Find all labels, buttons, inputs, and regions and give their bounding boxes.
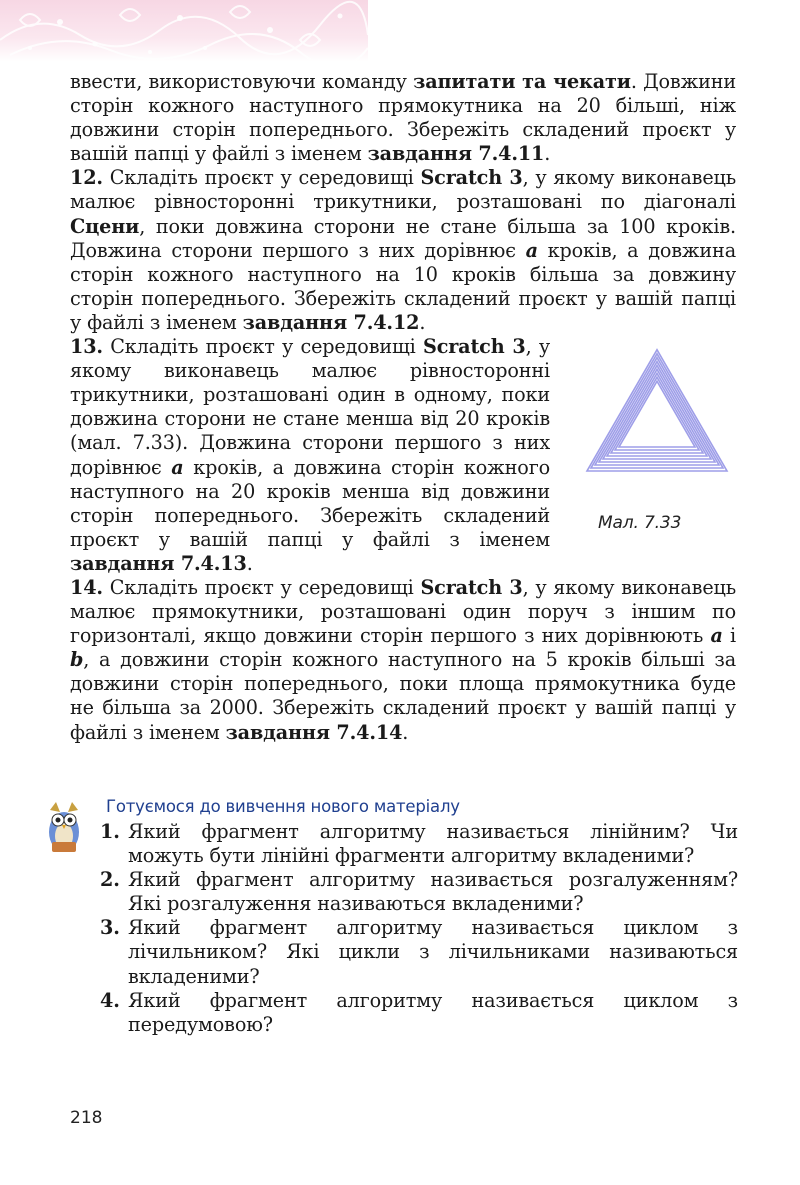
task-number: 14. — [70, 575, 103, 599]
stage-name: Сцени — [70, 214, 140, 238]
question-text: Який фрагмент алгоритму називається лінійним? Чи можуть бути лінійні фрагменти алгоритму вкладеними? — [128, 820, 738, 868]
file-name: завдання 7.4.14 — [225, 720, 403, 744]
command-name: запитати та чекати — [413, 70, 631, 93]
variable: a — [525, 238, 538, 262]
task-14 — [70, 576, 736, 745]
variable: a — [710, 624, 723, 648]
file-name: завдання 7.4.11 — [367, 142, 545, 166]
text: . Довжини сторін кожного наступного прямокутника на 20 більші, ніж довжини сторін попереднього. Збережіть складений проєкт у вашій папці у файлі з іменем — [70, 70, 736, 166]
text: кроків, а довжина сторін кожного наступного на 20 кроків менша від довжини сторін попереднього. Збережіть складений проєкт у вашій папці у файлі з іменем — [70, 455, 550, 551]
question-number: 4. — [100, 988, 120, 1012]
list-item — [100, 820, 738, 868]
figure-7-33 — [564, 339, 742, 551]
text: . — [246, 551, 253, 575]
list-item — [100, 916, 738, 988]
text: кроків, а довжина сторін кожного наступного на 10 кроків більша за довжину сторін попереднього. Збережіть складений проєкт у вашій папці у файлі з іменем — [70, 238, 736, 334]
question-text: Який фрагмент алгоритму називається циклом з лічильником? Які цикли з лічильниками називаються вкладеними? — [128, 916, 738, 988]
paragraph-intro — [70, 70, 736, 166]
text: . — [419, 310, 426, 334]
file-name: завдання 7.4.13 — [70, 551, 247, 575]
text: , у якому виконавець малює рівносторонні трикутники, розташовані по діагоналі — [70, 166, 737, 214]
floral-pattern-icon — [0, 0, 368, 62]
question-text: Який фрагмент алгоритму називається циклом з передумовою? — [128, 988, 738, 1036]
question-number: 3. — [100, 916, 120, 940]
question-number: 1. — [100, 820, 120, 843]
figure-caption: Мал. 7.33 — [598, 513, 682, 534]
variable: b — [70, 648, 84, 672]
text: , а довжини сторін кожного наступного на 5 кроків більші за довжини сторін попереднього, поки площа прямокутника буде не більша за 2000. Збережіть складений проєкт у вашій папці у файлі з іменем — [70, 648, 736, 744]
owl-mascot-icon — [44, 798, 84, 856]
task-12 — [70, 166, 736, 335]
task-number: 13. — [70, 335, 103, 359]
main-text — [70, 70, 736, 745]
file-name: завдання 7.4.12 — [242, 310, 420, 334]
variable: a — [171, 455, 184, 479]
environment-name: Scratch 3 — [422, 335, 526, 359]
question-number: 2. — [100, 868, 120, 892]
text: . — [402, 720, 409, 744]
question-text: Який фрагмент алгоритму називається розгалуженням? Які розгалуження називаються вкладеними? — [128, 868, 738, 916]
triangle-outline — [603, 366, 711, 460]
environment-name: Scratch 3 — [420, 166, 523, 190]
text: , у якому виконавець малює рівносторонні трикутники, розташовані один в одному, поки довжина сторони не стане менша від 20 кроків (мал. 7.33). Довжина сторони першого з них дорівнює — [70, 335, 551, 479]
prep-section-title: Готуємося до вивчення нового матеріалу — [106, 797, 460, 816]
list-item — [100, 868, 738, 916]
text: , у якому виконавець малює прямокутники, розташовані один поруч з іншим по горизонталі, якщо довжини сторін першого з них дорівнюють — [70, 575, 737, 648]
text: . — [544, 142, 551, 166]
prep-questions — [100, 820, 738, 1037]
task-number: 12. — [70, 166, 103, 190]
environment-name: Scratch 3 — [420, 575, 523, 599]
text: і — [722, 624, 736, 648]
text: Складіть проєкт у середовищі — [102, 166, 421, 190]
list-item — [100, 989, 738, 1037]
text: , поки довжина сторони не стане більша за 100 кроків. Довжина сторони першого з них дорівнює — [70, 214, 736, 262]
text: Складіть проєкт у середовищі — [102, 335, 423, 359]
text: Складіть проєкт у середовищі — [102, 575, 421, 599]
page-number: 218 — [70, 1108, 103, 1128]
text: ввести, використовуючи команду — [70, 70, 414, 93]
header-decoration — [0, 0, 368, 62]
nested-triangles-icon — [582, 339, 732, 489]
